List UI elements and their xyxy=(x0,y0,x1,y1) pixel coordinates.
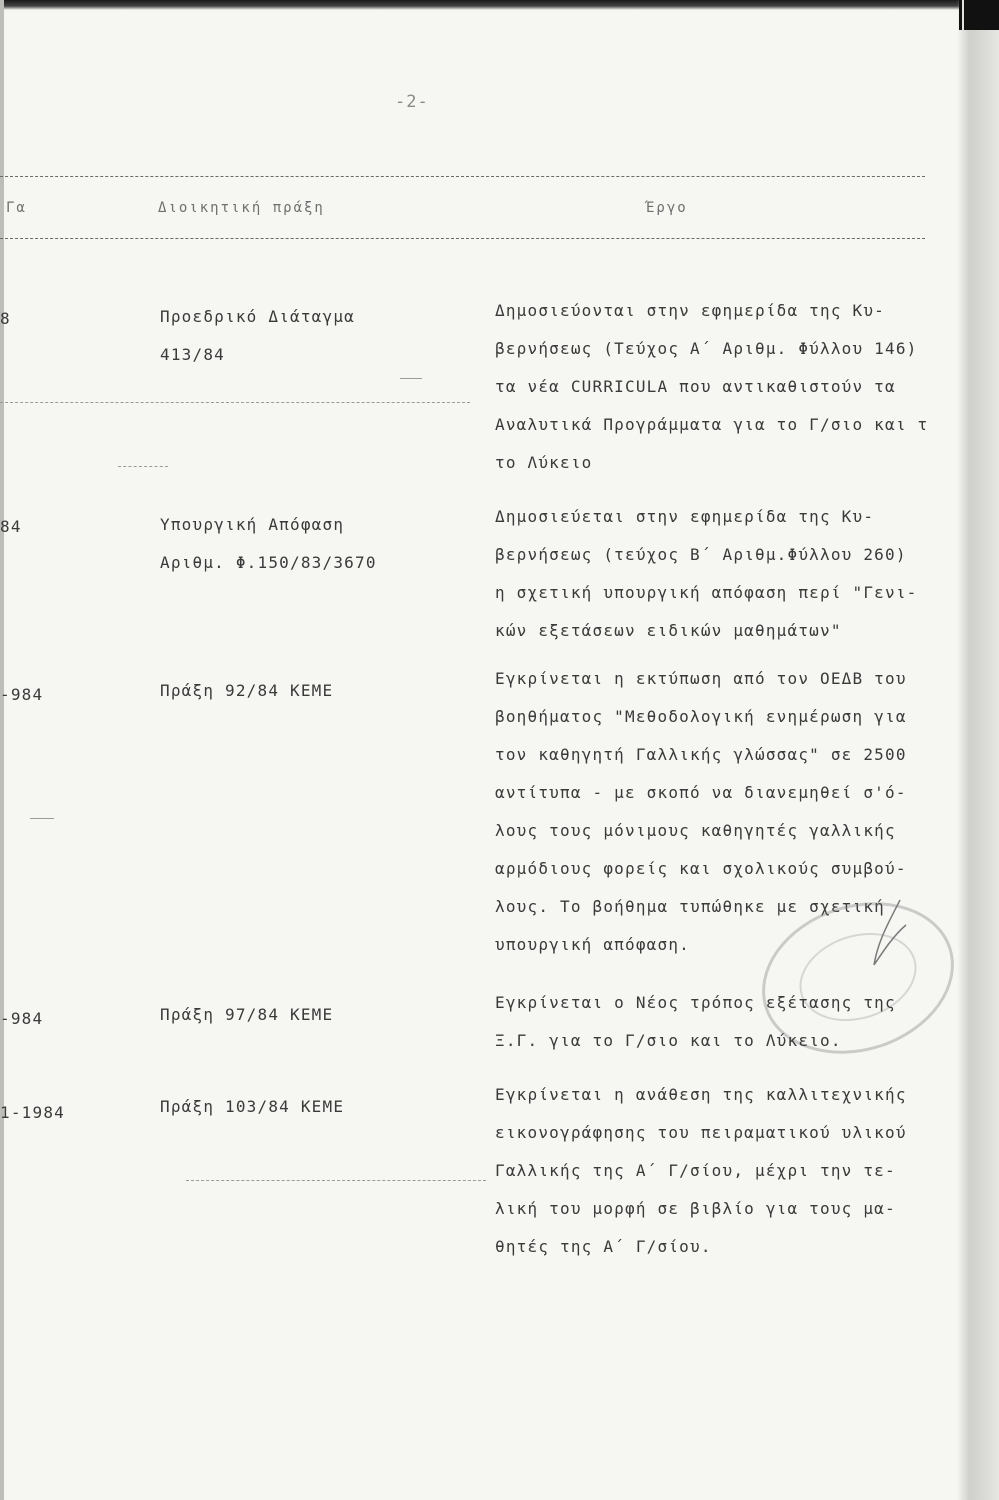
row-5-work-line: λική του μορφή σε βιβλίο για τους μα- xyxy=(495,1199,896,1218)
row-2-work xyxy=(495,498,917,650)
stray-rule xyxy=(0,402,470,403)
row-1-work-line: βερνήσεως (Τεύχος Α΄ Αριθμ. Φύλλου 146) xyxy=(495,339,918,358)
row-1-work-line: το Λύκειο xyxy=(495,453,593,472)
row-1-work-line: Δημοσιεύονται στην εφημερίδα της Κυ- xyxy=(495,301,885,320)
scan-fold-line xyxy=(962,0,964,1500)
row-3-work-line: τον καθηγητή Γαλλικής γλώσσας" σε 2500 xyxy=(495,745,907,764)
header-work: Έργο xyxy=(646,200,688,216)
row-5-act xyxy=(160,1088,344,1126)
row-3-work-line: βοηθήματος "Μεθοδολογική ενημέρωση για xyxy=(495,707,907,726)
signature-mark xyxy=(860,895,920,975)
row-3-act-line: Πράξη 92/84 ΚΕΜΕ xyxy=(160,681,334,700)
row-2-work-line: βερνήσεως (τεύχος Β΄ Αριθμ.Φύλλου 260) xyxy=(495,545,907,564)
row-3-work-line: Εγκρίνεται η εκτύπωση από τον ΟΕΔΒ του xyxy=(495,669,907,688)
row-2-date: 84 xyxy=(0,517,22,536)
row-1-act xyxy=(160,298,355,374)
row-4-act-line: Πράξη 97/84 ΚΕΜΕ xyxy=(160,1005,334,1024)
row-3-work-line: λους. Το βοήθημα τυπώθηκε με σχετική xyxy=(495,897,885,916)
header-date: Γα xyxy=(6,200,27,216)
scan-right-corner xyxy=(959,0,999,30)
row-4-work-line: Εγκρίνεται ο Νέος τρόπος εξέτασης της xyxy=(495,993,896,1012)
row-4-work-line: Ξ.Γ. για το Γ/σιο και το Λύκειο. xyxy=(495,1031,842,1050)
row-3-work-line: αρμόδιους φορείς και σχολικούς συμβού- xyxy=(495,859,907,878)
stray-rule xyxy=(30,818,54,819)
header-administrative-act: Διοικητική πράξη xyxy=(158,200,325,216)
row-1-date: 8 xyxy=(0,309,11,328)
row-1-work-line: Αναλυτικά Προγράμματα για το Γ/σιο και τ xyxy=(495,415,929,434)
row-4-date: -984 xyxy=(0,1009,44,1028)
row-5-work-line: Εγκρίνεται η ανάθεση της καλλιτεχνικής xyxy=(495,1085,907,1104)
stray-rule xyxy=(118,466,168,467)
row-5-work xyxy=(495,1076,907,1266)
row-1-work xyxy=(495,292,928,482)
row-2-work-line: κών εξετάσεων ειδικών μαθημάτων" xyxy=(495,621,842,640)
row-5-work-line: εικονογράφησης του πειραματικού υλικού xyxy=(495,1123,907,1142)
row-5-work-line: θητές της Α΄ Γ/σίου. xyxy=(495,1237,712,1256)
row-2-act-line: Υπουργική Απόφαση xyxy=(160,515,345,534)
page-number: -2- xyxy=(395,92,429,112)
row-3-work-line: λους τους μόνιμους καθηγητές γαλλικής xyxy=(495,821,896,840)
row-5-work-line: Γαλλικής της Α΄ Γ/σίου, μέχρι την τε- xyxy=(495,1161,896,1180)
scan-top-edge xyxy=(0,0,999,10)
row-1-work-line: τα νέα CURRICULA που αντικαθιστούν τα xyxy=(495,377,896,396)
row-5-act-line: Πράξη 103/84 ΚΕΜΕ xyxy=(160,1097,345,1116)
row-4-work xyxy=(495,984,896,1060)
scan-left-edge xyxy=(0,0,4,1500)
row-2-work-line: η σχετική υπουργική απόφαση περί "Γενι- xyxy=(495,583,918,602)
row-4-act xyxy=(160,996,333,1034)
row-5-date: 1-1984 xyxy=(0,1103,65,1122)
row-2-act xyxy=(160,506,377,582)
row-2-work-line: Δημοσιεύεται στην εφημερίδα της Κυ- xyxy=(495,507,875,526)
row-3-act xyxy=(160,672,333,710)
table-top-rule xyxy=(0,176,925,177)
row-1-act-line: Προεδρικό Διάταγμα xyxy=(160,307,355,326)
row-2-act-line: Αριθμ. Φ.150/83/3670 xyxy=(160,553,377,572)
stray-rule xyxy=(186,1180,486,1181)
row-3-work-line: αντίτυπα - με σκοπό να διανεμηθεί σ'ό- xyxy=(495,783,907,802)
row-3-date: -984 xyxy=(0,685,44,704)
row-3-work-line: υπουργική απόφαση. xyxy=(495,935,690,954)
row-1-act-line: 413/84 xyxy=(160,345,225,364)
stray-rule xyxy=(400,378,422,379)
table-header-rule xyxy=(0,238,925,239)
